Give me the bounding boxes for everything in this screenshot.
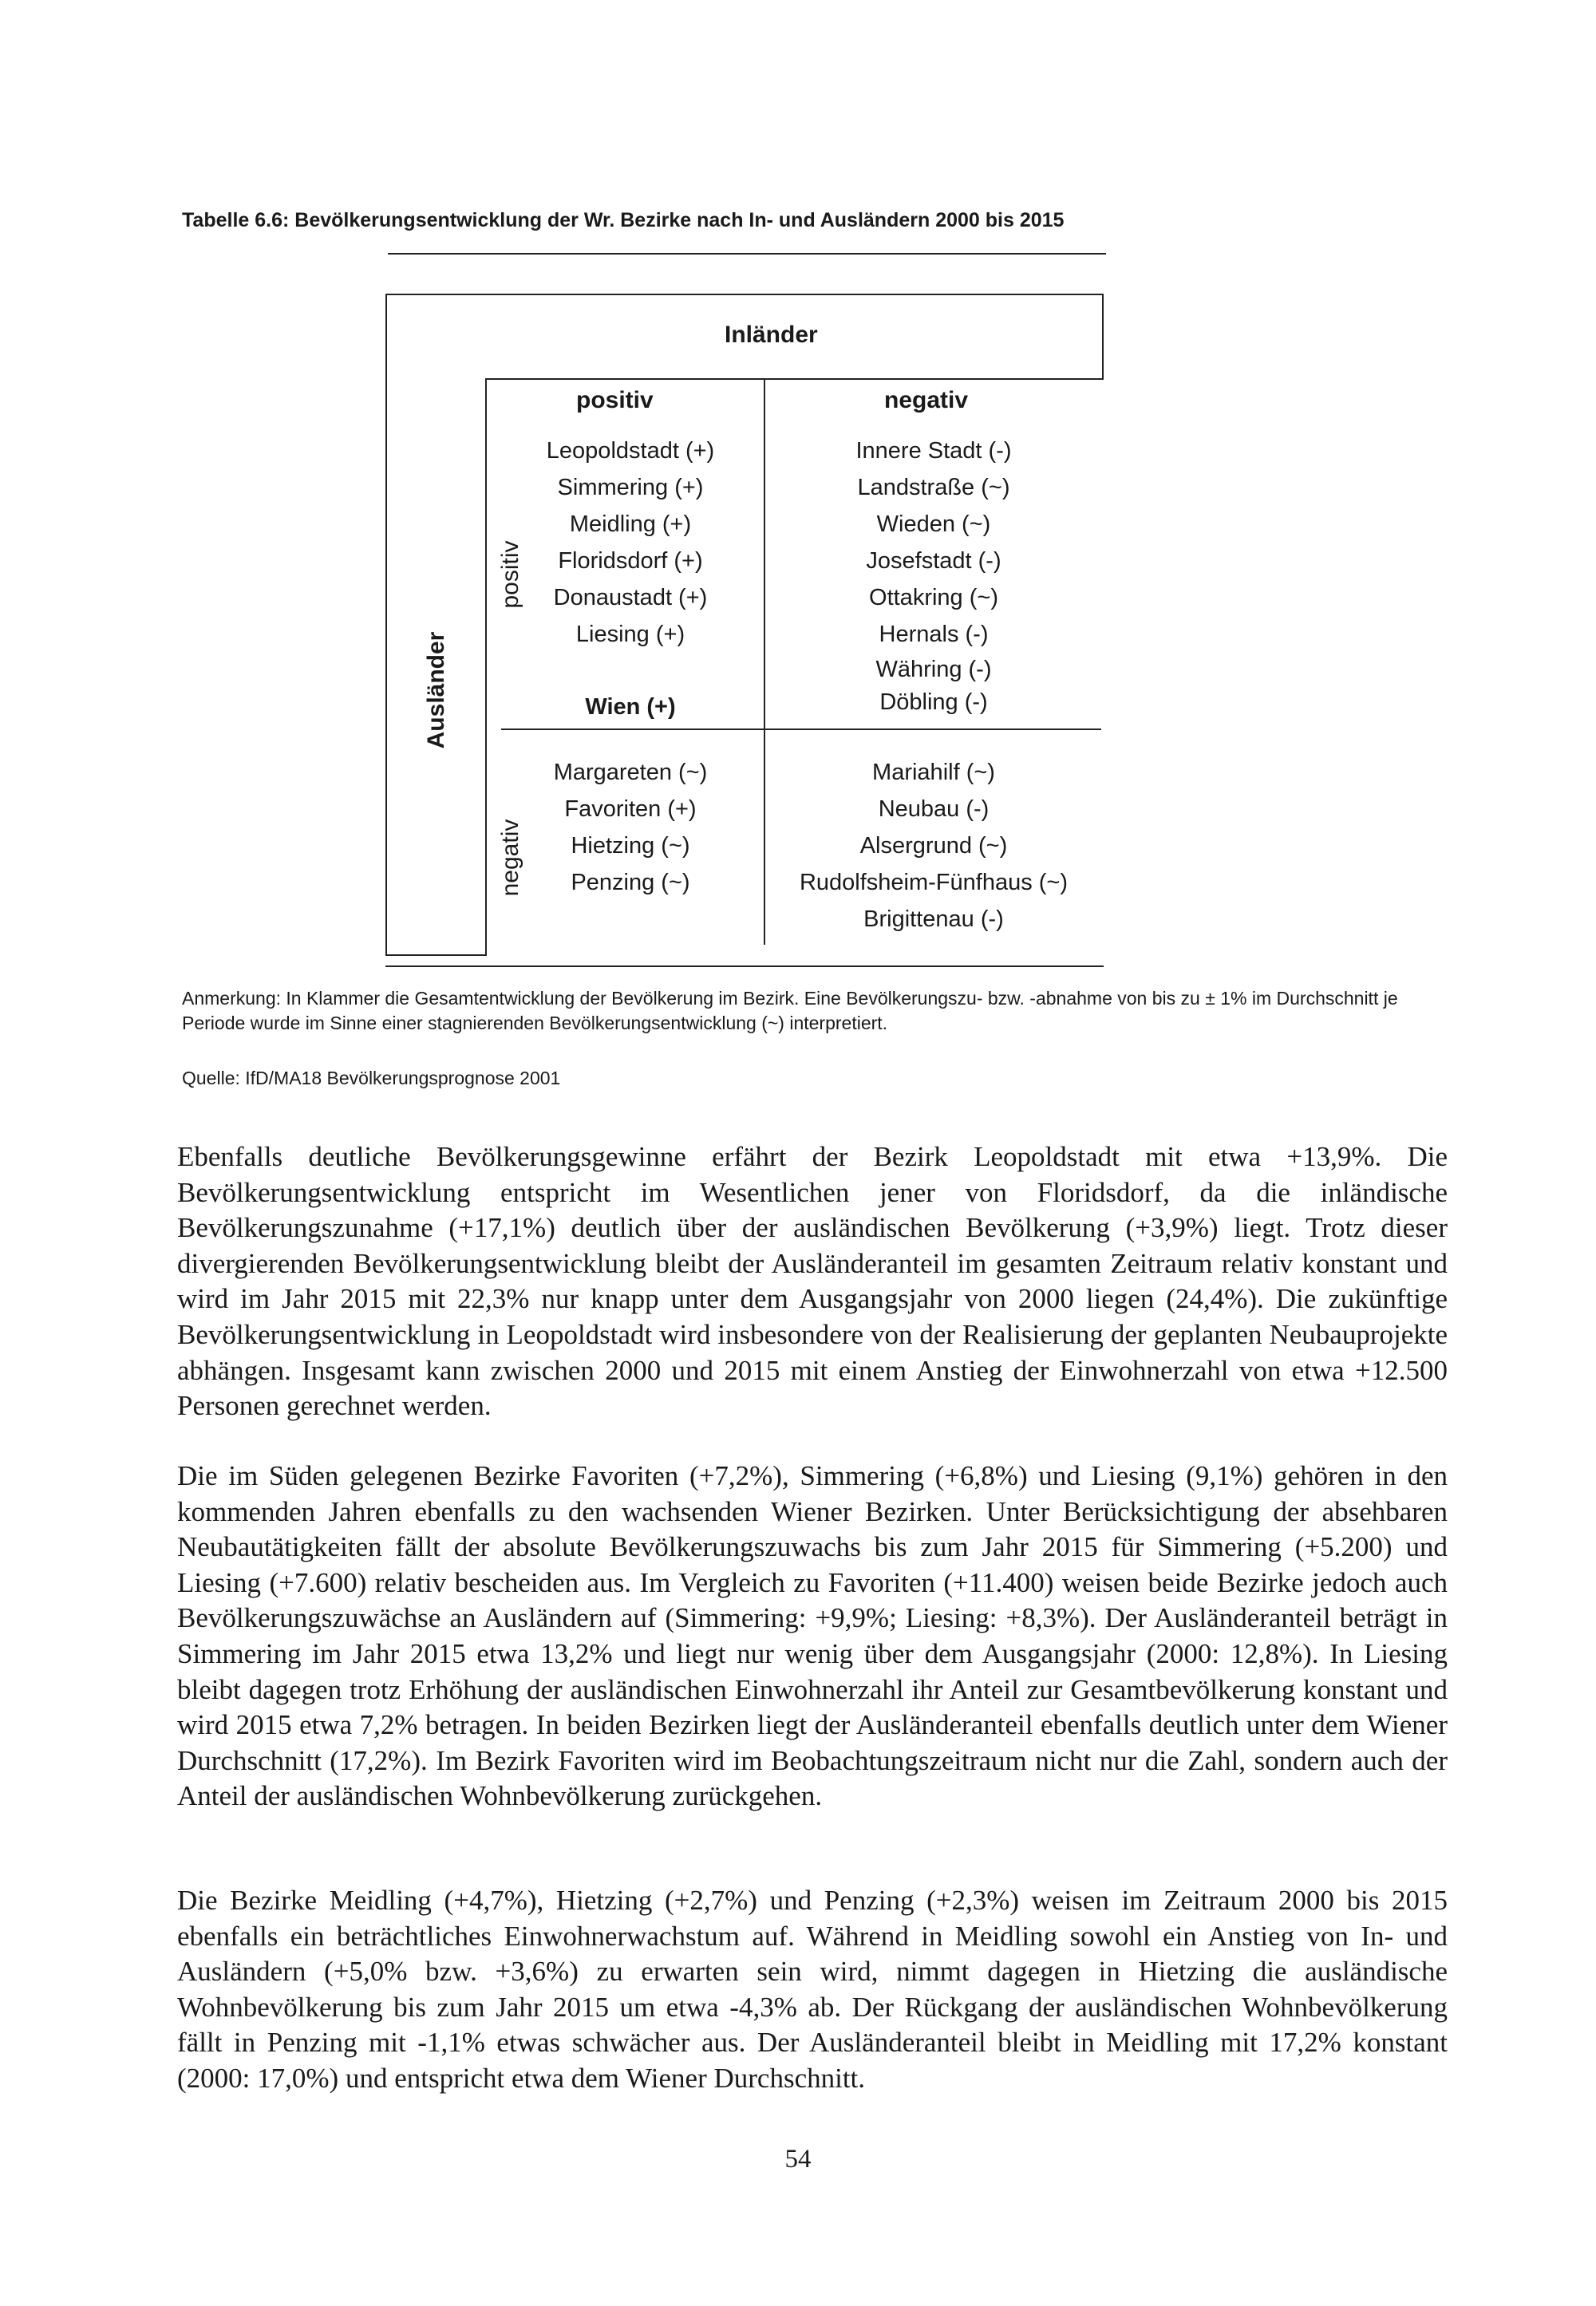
district-item: Innere Stadt (-) [855,438,1012,464]
row-group-header: Ausländer [423,631,449,749]
district-item: Neubau (-) [878,796,990,822]
district-item: Leopoldstadt (+) [546,438,715,464]
header-divider-line [485,378,1104,380]
col-negative-header: negativ [884,387,969,413]
district-item: Floridsdorf (+) [558,548,703,574]
table-top-rule [388,253,1106,255]
district-item: Simmering (+) [557,475,704,500]
paragraph-south-districts: Die im Süden gelegenen Bezirke Favoriten (+7,2%), Simmering (+6,8%) und Liesing (9,1%) gehören in den kommenden Jahren ebenfalls zu den wachsenden Wiener Bezirken. Unter Berücksichtigung der absehbaren Neubautätigkeiten fällt der absolute Bevölkerungszuwachs bis zum Jahr 2015 für Simmering (+5.200) und Liesing (+7.600) relativ bescheiden aus. Im Vergleich zu Favoriten (+11.400) weisen beide Bezirke jedoch auch Bevölkerungszuwächse an Ausländern auf (Simmering: +9,9%; Liesing: +8,3%). Der Ausländeranteil beträgt in Simmering im Jahr 2015 etwa 13,2% und liegt nur wenig über dem Ausgangsjahr (2000: 12,8%). In Liesing bleibt dagegen trotz Erhöhung der ausländischen Einwohnerzahl ihr Anteil zur Gesamtbevölkerung konstant und wird 2015 etwa 7,2% betragen. In beiden Bezirken liegt der Ausländeranteil ebenfalls deutlich unter dem Wiener Durchschnitt (17,2%). Im Bezirk Favoriten wird im Beobachtungszeitraum nicht nur die Zahl, sondern auch der Anteil der ausländischen Wohnbevölkerung zurückgehen. [177,1460,1448,1812]
cell-positive-positive [511,432,750,653]
district-item: Döbling (-) [879,689,988,715]
cell-positive-negative [766,432,1101,718]
district-item: Landstraße (~) [857,475,1010,500]
inner-left-line [485,378,487,956]
column-divider-line [764,378,765,945]
district-item: Hietzing (~) [571,833,690,859]
table-source: Quelle: IfD/MA18 Bevölkerungsprognose 2001 [182,1068,561,1088]
district-item: Penzing (~) [571,870,690,895]
district-item: Währing (-) [875,657,992,682]
cell-negative-positive [511,754,750,901]
paragraph-west-districts: Die Bezirke Meidling (+4,7%), Hietzing (+2,7%) und Penzing (+2,3%) weisen im Zeitraum 2000 bis 2015 ebenfalls ein beträchtliches Einwohnerwachstum auf. Während in Meidling sowohl ein Anstieg von In- und Ausländern (+5,0% bzw. +3,6%) zu erwarten sein wird, nimmt dagegen in Hietzing die ausländische Wohnbevölkerung bis zum Jahr 2015 um etwa -4,3% ab. Der Rückgang der ausländischen Wohnbevölkerung fällt in Penzing mit -1,1% etwas schwächer aus. Der Ausländeranteil bleibt in Meidling mit 17,2% konstant (2000: 17,0%) und entspricht etwa dem Wiener Durchschnitt. [177,1885,1448,2094]
district-item: Mariahilf (~) [872,760,995,785]
row-positive-header: positiv [497,540,523,609]
frame-top-line [385,294,1104,295]
row-divider-line [501,729,1101,730]
frame-bottom-left-line [385,954,487,956]
frame-right-line [1102,294,1104,378]
district-item: Hernals (-) [879,622,989,647]
col-positive-header: positiv [576,387,654,413]
district-item: Josefstadt (-) [866,548,1001,574]
district-item: Favoriten (+) [564,796,697,822]
district-item: Brigittenau (-) [863,906,1004,932]
district-item: Wieden (~) [876,511,991,537]
cell-negative-negative [766,754,1101,938]
table-note: Anmerkung: In Klammer die Gesamtentwicklung der Bevölkerung im Bezirk. Eine Bevölkerungszu- bzw. -abnahme von bis zu ± 1% im Durchschnitt je Periode wurde im Sinne einer stagnierenden Bevölkerungsentwicklung (~) interpretiert. [182,988,1398,1033]
page-number: 54 [784,2145,812,2174]
district-item: Liesing (+) [575,622,685,647]
district-item: Rudolfsheim-Fünfhaus (~) [799,870,1069,895]
table-bottom-rule [385,965,1104,967]
district-item: Donaustadt (+) [553,585,708,610]
district-item: Meidling (+) [569,511,692,537]
vienna-total: Wien (+) [585,694,676,720]
district-item: Ottakring (~) [869,585,998,610]
district-item: Alsergrund (~) [859,833,1008,859]
paragraph-leopoldstadt: Ebenfalls deutliche Bevölkerungsgewinne erfährt der Bezirk Leopoldstadt mit etwa +13,9%. Die Bevölkerungsentwicklung entspricht im Wesentlichen jener von Floridsdorf, da die inländische Bevölkerungszunahme (+17,1%) deutlich über der ausländischen Bevölkerung (+3,9%) liegt. Trotz dieser divergierenden Bevölkerungsentwicklung bleibt der Ausländeranteil im gesamten Zeitraum relativ konstant und wird im Jahr 2015 mit 22,3% nur knapp unter dem Ausgangsjahr von 2000 liegen (24,4%). Die zukünftige Bevölkerungsentwicklung in Leopoldstadt wird insbesondere von der Realisierung der geplanten Neubauprojekte abhängen. Insgesamt kann zwischen 2000 und 2015 mit einem Anstieg der Einwohnerzahl von etwa +12.500 Personen gerechnet werden. [177,1141,1448,1422]
row-negative-header: negativ [497,819,523,897]
frame-left-line [385,294,387,956]
col-group-header: Inländer [725,322,818,348]
table-title: Tabelle 6.6: Bevölkerungsentwicklung der Wr. Bezirke nach In- und Ausländern 2000 bis 2015 [182,209,1065,231]
district-item: Margareten (~) [553,760,708,785]
